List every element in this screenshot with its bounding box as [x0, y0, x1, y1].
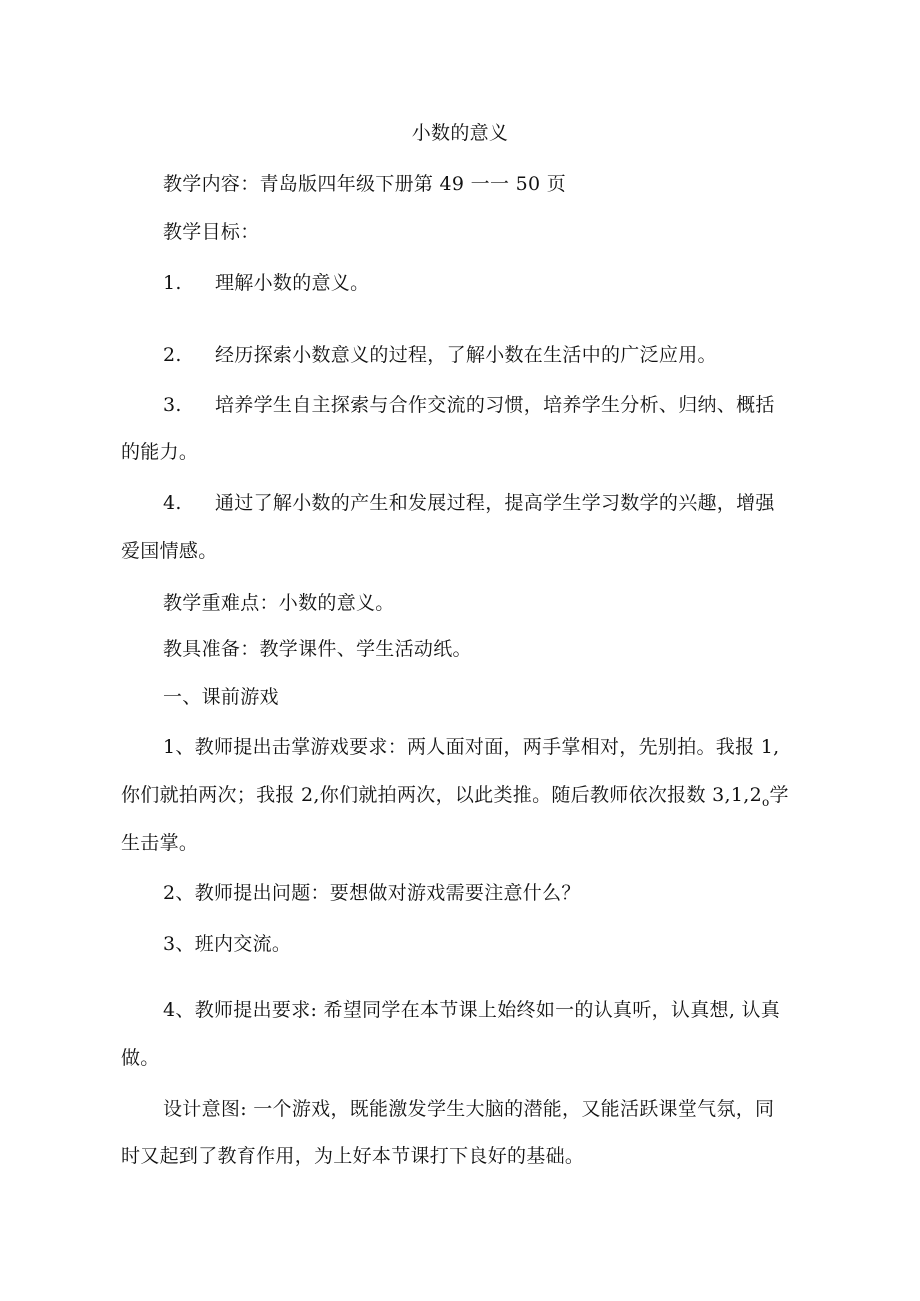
objectives-heading: 教学目标： [163, 221, 260, 243]
document-title: 小数的意义 [411, 122, 509, 144]
step-1-line-3: 生击掌。 [121, 832, 199, 854]
step-1-line-2-end: 学 [769, 784, 789, 806]
step-1-line-1: 1、教师提出击掌游戏要求：两人面对面，两手掌相对，先别拍。我报 1, [163, 736, 780, 758]
objective-text: 理解小数的意义。 [215, 272, 370, 294]
key-points: 教学重难点：小数的意义。 [163, 592, 395, 614]
objective-3 [163, 393, 775, 417]
step-1-line-2-text: 你们就拍两次；我报 2,你们就拍两次，以此类推。随后教师依次报数 3,1,2 [121, 784, 762, 806]
step-4-line-2: 做。 [121, 1047, 160, 1069]
step-2: 2、教师提出问题：要想做对游戏需要注意什么？ [163, 882, 581, 904]
objective-text: 培养学生自主探索与合作交流的习惯，培养学生分析、归纳、概括 [215, 394, 775, 416]
objective-number: 4. [163, 492, 182, 514]
step-4-line-1: 4、教师提出要求: 希望同学在本节课上始终如一的认真听，认真想, 认真 [163, 999, 781, 1021]
objective-number: 3. [163, 394, 182, 416]
objective-4 [163, 491, 775, 515]
step-1-subscript: o [761, 795, 770, 809]
step-3: 3、班内交流。 [163, 933, 292, 955]
objective-3-continuation: 的能力。 [121, 441, 199, 463]
objective-2 [163, 343, 717, 367]
objective-text: 经历探索小数意义的过程，了解小数在生活中的广泛应用。 [215, 344, 717, 366]
step-1-line-2 [121, 783, 789, 814]
objective-number: 2. [163, 344, 182, 366]
objective-text: 通过了解小数的产生和发展过程，提高学生学习数学的兴趣，增强 [215, 492, 775, 514]
design-intent-line-1: 设计意图: 一个游戏，既能激发学生大脑的潜能，又能活跃课堂气氛，同 [163, 1098, 775, 1120]
materials: 教具准备：教学课件、学生活动纸。 [163, 638, 472, 660]
objective-1 [163, 271, 369, 295]
section-1-heading: 一、课前游戏 [163, 686, 279, 708]
objective-4-continuation: 爱国情感。 [121, 540, 218, 562]
design-intent-line-2: 时又起到了教育作用，为上好本节课打下良好的基础。 [121, 1145, 585, 1167]
teaching-content: 教学内容：青岛版四年级下册第 49 一一 50 页 [163, 173, 567, 195]
objective-number: 1. [163, 272, 182, 294]
